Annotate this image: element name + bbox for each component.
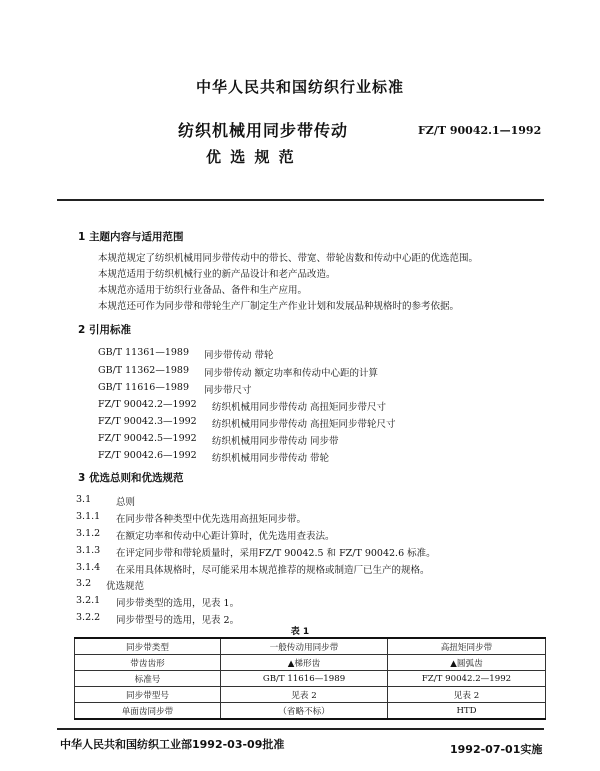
clause-text: 在采用具体规格时，尽可能采用本规范推荐的规格或制造厂已生产的规格。 <box>116 565 430 576</box>
reference-code: FZ/T 90042.2—1992 <box>98 399 197 410</box>
table-cell: 同步带类型 <box>75 638 221 655</box>
table-row <box>75 671 546 687</box>
reference-item <box>98 365 518 379</box>
reference-code: FZ/T 90042.3—1992 <box>98 416 197 427</box>
table-cell: 标准号 <box>75 671 221 687</box>
clause-number: 3.1.1 <box>76 511 101 522</box>
table-cell: 高扭矩同步带 <box>388 638 546 655</box>
reference-item <box>98 433 528 447</box>
table-cell: 见表 2 <box>388 687 546 703</box>
table-row <box>75 638 546 655</box>
table-cell: 一般传动用同步带 <box>221 638 388 655</box>
reference-title: 纺织机械用同步带传动 带轮 <box>212 453 330 464</box>
section-1-para: 本规范还可作为同步带和带轮生产厂制定生产作业计划和发展品种规格时的参考依据。 <box>98 301 460 312</box>
clause-number: 3.2.1 <box>76 595 101 606</box>
table-row <box>75 703 546 720</box>
standard-code: FZ/T 90042.1—1992 <box>418 124 542 137</box>
table-cell: 带齿齿形 <box>75 655 221 671</box>
table-cell: 同步带型号 <box>75 687 221 703</box>
document-subtitle: 优 选 规 范 <box>206 148 296 166</box>
approval-note: 中华人民共和国纺织工业部1992-03-09批准 <box>60 738 285 751</box>
clause-text: 在同步带各种类型中优先选用高扭矩同步带。 <box>116 514 307 525</box>
reference-title: 纺织机械用同步带传动 同步带 <box>212 436 339 447</box>
table-cell: （省略不标） <box>221 703 388 720</box>
org-title: 中华人民共和国纺织行业标准 <box>195 78 404 96</box>
clause-text: 总则 <box>116 497 136 508</box>
clause-text: 同步带型号的选用，见表 2。 <box>116 615 240 626</box>
reference-title: 纺织机械用同步带传动 高扭矩同步带轮尺寸 <box>212 419 396 430</box>
table-row <box>75 655 546 671</box>
section-1-para: 本规范规定了纺织机械用同步带传动中的带长、带宽、带轮齿数和传动中心距的优选范围。 <box>98 253 479 264</box>
reference-code: FZ/T 90042.5—1992 <box>98 433 197 444</box>
table-cell: ▲圆弧齿 <box>388 655 546 671</box>
reference-item <box>98 450 528 464</box>
clause-number: 3.1.2 <box>76 528 101 539</box>
section-1-heading: 1 主题内容与适用范围 <box>78 231 184 243</box>
table-cell: ▲梯形齿 <box>221 655 388 671</box>
table-1 <box>74 637 546 720</box>
reference-code: GB/T 11362—1989 <box>98 365 190 376</box>
clause-text: 优选规范 <box>106 581 145 592</box>
document-title: 纺织机械用同步带传动 <box>178 121 349 140</box>
section-3-heading: 3 优选总则和优选规范 <box>78 472 184 484</box>
table-cell: 见表 2 <box>221 687 388 703</box>
clause-number: 3.1.3 <box>76 545 101 556</box>
clause-text: 同步带类型的选用，见表 1。 <box>116 598 240 609</box>
table-1-caption: 表 1 <box>290 627 310 637</box>
table-cell: 单面齿同步带 <box>75 703 221 720</box>
effective-date: 1992-07-01实施 <box>450 743 543 756</box>
section-1-para: 本规范亦适用于纺织行业备品、备件和生产应用。 <box>98 285 308 296</box>
reference-title: 同步带传动 带轮 <box>204 350 274 361</box>
clause-number: 3.1 <box>76 494 92 505</box>
table-cell: FZ/T 90042.2—1992 <box>388 671 546 687</box>
clause-text: 在额定功率和传动中心距计算时，优先选用查表法。 <box>116 531 335 542</box>
reference-item <box>98 399 528 413</box>
table-cell: GB/T 11616—1989 <box>221 671 388 687</box>
clause-number: 3.1.4 <box>76 562 101 573</box>
reference-title: 纺织机械用同步带传动 高扭矩同步带尺寸 <box>212 402 387 413</box>
table-cell: HTD <box>388 703 546 720</box>
reference-item <box>98 416 528 430</box>
reference-code: FZ/T 90042.6—1992 <box>98 450 197 461</box>
reference-item <box>98 347 518 361</box>
reference-code: GB/T 11361—1989 <box>98 347 190 358</box>
clause-text: 在评定同步带和带轮质量时，采用FZ/T 90042.5 和 FZ/T 90042.6 标准。 <box>116 548 436 559</box>
clause-number: 3.2.2 <box>76 612 101 623</box>
footer-rule <box>57 728 544 730</box>
reference-title: 同步带传动 额定功率和传动中心距的计算 <box>204 368 379 379</box>
reference-item <box>98 382 518 396</box>
section-1-para: 本规范适用于纺织机械行业的新产品设计和老产品改造。 <box>98 269 336 280</box>
reference-title: 同步带尺寸 <box>204 385 252 396</box>
reference-code: GB/T 11616—1989 <box>98 382 190 393</box>
section-2-heading: 2 引用标准 <box>78 324 131 336</box>
clause-number: 3.2 <box>76 578 92 589</box>
table-row <box>75 687 546 703</box>
header-rule <box>57 199 544 201</box>
